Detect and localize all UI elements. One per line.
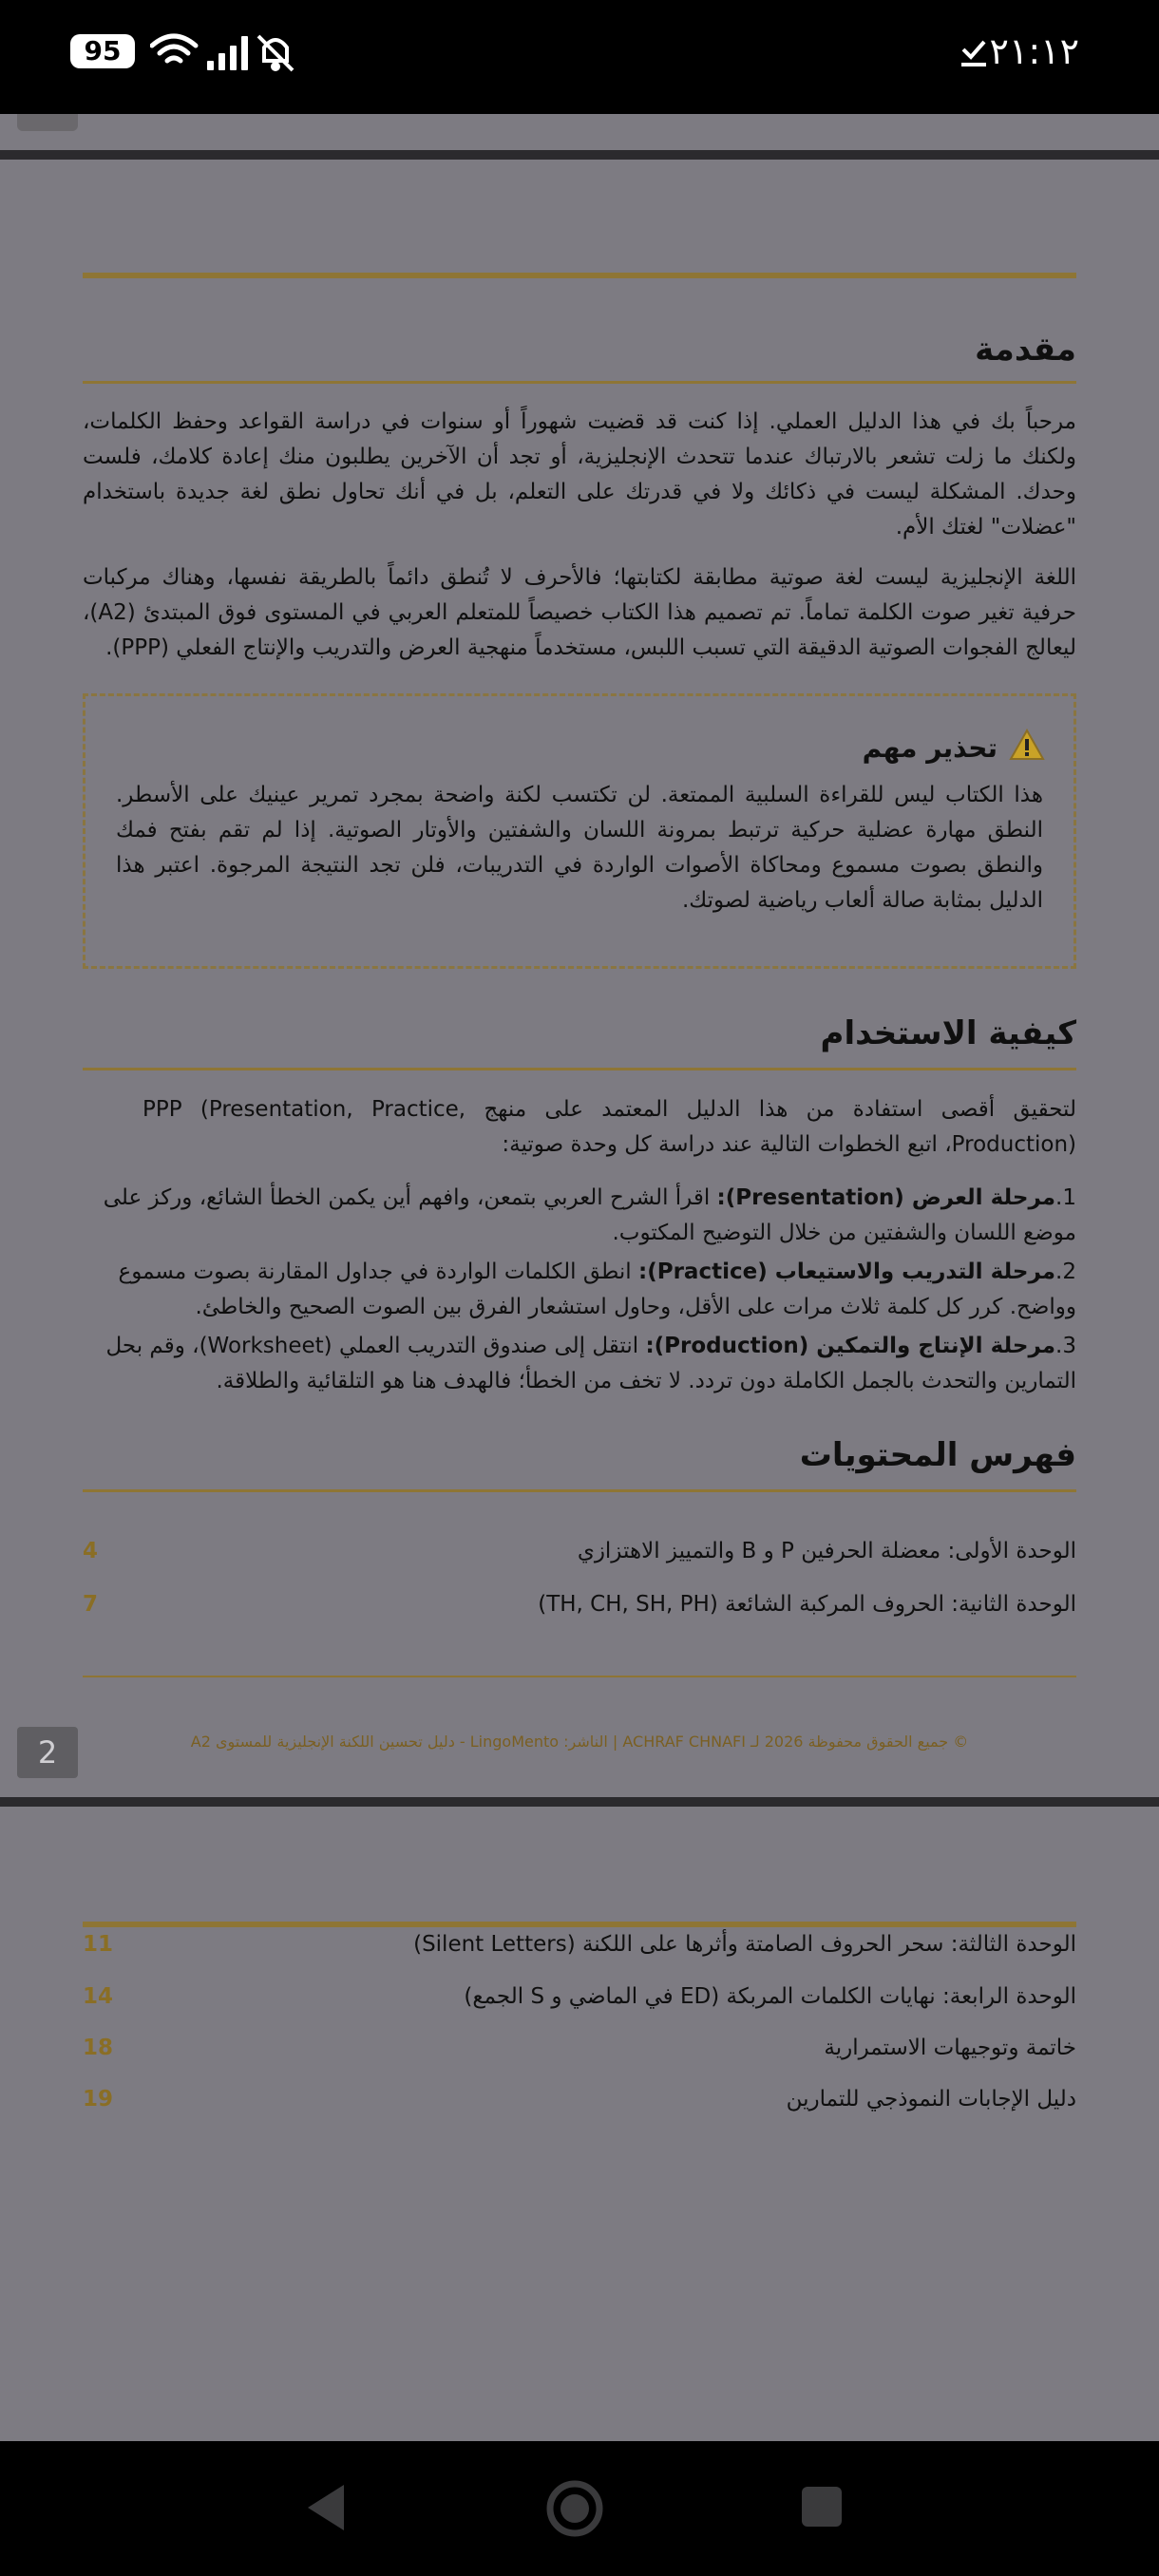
navigation-bar — [0, 2441, 1159, 2576]
toc-entry[interactable] — [83, 1984, 1076, 2022]
step-number: 2. — [1055, 1260, 1076, 1284]
step-text: اقرأ الشرح العربي بتمعن، وافهم أين يكمن الخطأ الشائع، وركز على موضع اللسان والشفتين من خلال التوضيح المكتوب. — [103, 1185, 1076, 1245]
usage-heading: كيفية الاستخدام — [820, 1014, 1076, 1052]
toc-heading-underline — [83, 1489, 1076, 1492]
usage-step — [50, 1255, 1076, 1325]
step-title: مرحلة التدريب والاستيعاب (Practice): — [638, 1260, 1056, 1284]
home-icon[interactable] — [545, 2479, 604, 2542]
toc-entry-page: 4 — [83, 1539, 99, 1563]
step-title: مرحلة العرض (Presentation): — [716, 1185, 1056, 1210]
toc-entry[interactable] — [83, 2087, 1076, 2125]
toc-entry-page: 11 — [83, 1932, 114, 1957]
toc-entry[interactable] — [83, 1932, 1076, 1970]
intro-heading: مقدمة — [975, 331, 1076, 369]
step-number: 1. — [1055, 1185, 1076, 1210]
usage-step — [50, 1181, 1076, 1251]
toc-entry[interactable] — [83, 2036, 1076, 2074]
bell-muted-icon — [258, 36, 293, 70]
step-text: انطق الكلمات الواردة في جداول المقارنة بصوت مسموع وواضح. كرر كل كلمة ثلاث مرات على الأقل، وحاول استشعار الفرق بين الصوت الصحيح والخاطئ. — [118, 1260, 1076, 1319]
toc-entry-title: الوحدة الثالثة: سحر الحروف الصامتة وأثرها على اللكنة (Silent Letters) — [413, 1932, 1076, 1957]
battery-indicator: 95 — [70, 34, 135, 68]
toc-entry-title: الوحدة الثانية: الحروف المركبة الشائعة (TH, CH, SH, PH) — [538, 1592, 1076, 1617]
page-separator — [0, 150, 1159, 160]
back-icon[interactable] — [304, 2481, 348, 2538]
usage-heading-underline — [83, 1068, 1076, 1070]
toc-entry-title: الوحدة الرابعة: نهايات الكلمات المربكة (ED في الماضي و S الجمع) — [464, 1984, 1076, 2009]
usage-steps — [50, 1181, 1076, 1403]
toc-entry-page: 19 — [83, 2087, 114, 2112]
warning-title-text: تحذير مهم — [862, 732, 998, 764]
usage-step — [50, 1329, 1076, 1399]
intro-paragraph-2: اللغة الإنجليزية ليست لغة صوتية مطابقة لكتابتها؛ فالأحرف لا تُنطق دائماً بالطريقة نفسها، وهناك مركبات حرفية تغير صوت الكلمة تماماً. تم تصميم هذا الكتاب خصيصاً للمتعلم العربي في المستوى فوق المبتدئ (A2)، ليعالج الفجوات الصوتية الدقيقة التي تسبب اللبس، مستخدماً منهجية العرض والتدريب والإنتاج الفعلي (PPP). — [83, 565, 1076, 660]
warning-title — [863, 729, 1045, 767]
wifi-icon — [152, 36, 196, 61]
page-top-rule — [83, 1922, 1076, 1927]
toc-entry-title: الوحدة الأولى: معضلة الحرفين P و B والتمييز الاهتزازي — [577, 1539, 1076, 1563]
status-icons — [150, 28, 312, 80]
warning-text: هذا الكتاب ليس للقراءة السلبية الممتعة. لن تكتسب لكنة واضحة بمجرد تمرير عينيك على الأسطر. النطق مهارة عضلية حركية ترتبط بمرونة اللسان والشفتين والأوتار الصوتية. إذا لم تقم بفتح فمك والنطق بصوت مسموع ومحاكاة الأصوات الواردة في التدريبات، فلن تجد النتيجة المرجوة. اعتبر هذا الدليل بمثابة صالة ألعاب رياضية لصوتك. — [116, 783, 1043, 913]
toc-entry-page: 7 — [83, 1592, 99, 1617]
recents-icon[interactable] — [800, 2485, 844, 2532]
step-title: مرحلة الإنتاج والتمكين (Production): — [645, 1334, 1056, 1358]
warning-box — [83, 693, 1076, 969]
usage-intro: لتحقيق أقصى استفادة من هذا الدليل المعتمد على منهج PPP (Presentation, Practice, Production)، اتبع الخطوات التالية عند دراسة كل وحدة صوتية: — [142, 1097, 1076, 1157]
download-done-icon — [960, 36, 988, 72]
warning-icon — [1009, 729, 1045, 767]
page-number-badge: 2 — [17, 1727, 78, 1778]
toc-entry-page: 14 — [83, 1984, 114, 2009]
page-top-rule — [83, 273, 1076, 278]
page-separator — [0, 1797, 1159, 1807]
toc-entry[interactable] — [83, 1539, 1076, 1577]
status-bar — [0, 0, 1159, 114]
step-number: 3. — [1055, 1334, 1076, 1358]
previous-page-number-badge — [17, 114, 78, 131]
clock: ٢١:١٢ — [989, 30, 1079, 72]
footer-rule — [83, 1676, 1076, 1677]
toc-entry-title: خاتمة وتوجيهات الاستمرارية — [824, 2036, 1076, 2060]
intro-heading-underline — [83, 381, 1076, 384]
toc-entry-page: 18 — [83, 2036, 114, 2060]
toc-heading: فهرس المحتويات — [799, 1436, 1076, 1474]
intro-paragraph-1: مرحباً بك في هذا الدليل العملي. إذا كنت قد قضيت شهوراً أو سنوات في دراسة القواعد وحفظ الكلمات، ولكنك ما زلت تشعر بالارتباك عندما تتحدث الإنجليزية، أو تجد أن الآخرين يطلبون منك إعادة كلامك، فلست وحدك. المشكلة ليست في ذكائك ولا في قدرتك على التعلم، بل في أنك تحاول نطق لغة جديدة باستخدام "عضلات" لغتك الأم. — [83, 409, 1076, 540]
signal-icon — [207, 36, 248, 70]
toc-entry[interactable] — [83, 1592, 1076, 1630]
toc-entry-title: دليل الإجابات النموذجي للتمارين — [786, 2087, 1076, 2112]
step-text: انتقل إلى صندوق التدريب العملي (Worksheet)، وقم بحل التمارين والتحدث بالجمل الكاملة دون تردد. لا تخف من الخطأ؛ فالهدف هنا هو التلقائية والطلاقة. — [105, 1334, 1076, 1393]
page-footer: © جميع الحقوق محفوظة 2026 لـ ACHRAF CHNAFI | الناشر: LingoMento - دليل تحسين اللكنة الإنجليزية للمستوى A2 — [190, 1733, 969, 1751]
